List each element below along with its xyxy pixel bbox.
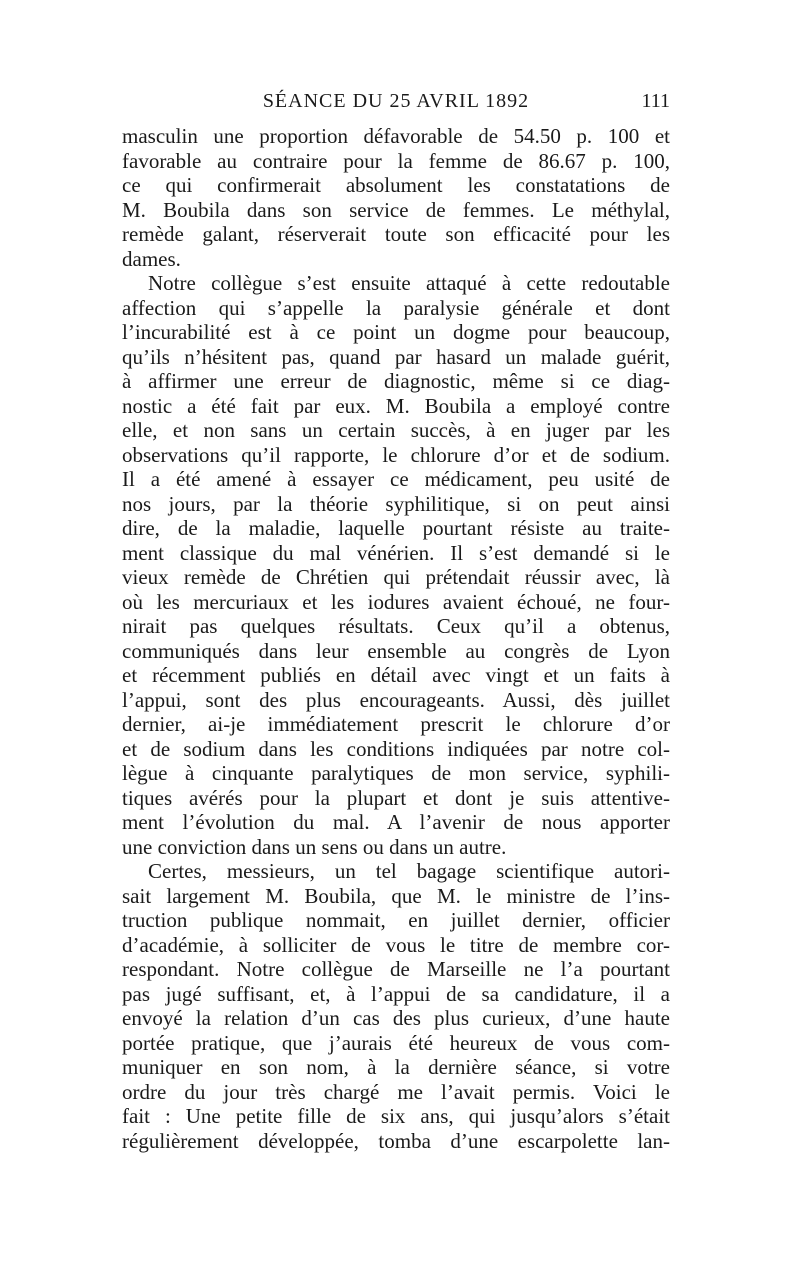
text-line: à affirmer une erreur de diagnostic, même si ce diag- xyxy=(122,369,670,393)
text-line: une conviction dans un sens ou dans un autre. xyxy=(122,834,507,859)
text-line: sait largement M. Boubila, que M. le ministre de l’ins- xyxy=(122,883,670,908)
running-head xyxy=(122,90,670,118)
text-line: dire, de la maladie, laquelle pourtant résiste au traite- xyxy=(122,516,670,540)
text-line: d’académie, à solliciter de vous le titre de membre cor- xyxy=(122,932,670,957)
text-line: l’appui, sont des plus encourageants. Aussi, dès juillet xyxy=(122,687,670,712)
text-line: ce qui confirmerait absolument les constatations de xyxy=(122,173,670,197)
text-line: tiques avérés pour la plupart et dont je suis attentive- xyxy=(122,785,670,810)
text-line: communiqués dans leur ensemble au congrès de Lyon xyxy=(122,638,670,663)
text-line: Il a été amené à essayer ce médicament, peu usité de xyxy=(122,467,670,491)
text-line: et de sodium dans les conditions indiquées par notre col- xyxy=(122,736,670,761)
text-line: portée pratique, que j’aurais été heureux de vous com- xyxy=(122,1030,670,1055)
text-line: favorable au contraire pour la femme de 86.67 p. 100, xyxy=(122,148,670,173)
text-line: remède galant, réserverait toute son efficacité pour les xyxy=(122,222,670,246)
page-number: 111 xyxy=(641,90,670,112)
text-line: pas jugé suffisant, et, à l’appui de sa candidature, il a xyxy=(122,981,670,1006)
text-line: respondant. Notre collègue de Marseille ne l’a pourtant xyxy=(122,957,670,981)
text-line: Certes, messieurs, un tel bagage scientifique autori- xyxy=(148,859,670,883)
text-line: qu’ils n’hésitent pas, quand par hasard un malade guérit, xyxy=(122,344,670,369)
text-line: où les mercuriaux et les iodures avaient échoué, ne four- xyxy=(122,589,670,614)
text-line: l’incurabilité est à ce point un dogme pour beaucoup, xyxy=(122,320,670,344)
text-line: envoyé la relation d’un cas des plus curieux, d’une haute xyxy=(122,1006,670,1030)
running-title: SÉANCE DU 25 AVRIL 1892 xyxy=(262,90,530,112)
text-line: régulièrement développée, tomba d’une escarpolette lan- xyxy=(122,1128,670,1153)
text-line: fait : Une petite fille de six ans, qui jusqu’alors s’était xyxy=(122,1104,670,1128)
text-line: Notre collègue s’est ensuite attaqué à cette redoutable xyxy=(148,271,670,295)
text-line: muniquer en son nom, à la dernière séance, si votre xyxy=(122,1055,670,1079)
text-line: nirait pas quelques résultats. Ceux qu’il a obtenus, xyxy=(122,614,670,638)
text-line: M. Boubila dans son service de femmes. Le méthylal, xyxy=(122,197,670,222)
text-line: observations qu’il rapporte, le chlorure d’or et de sodium. xyxy=(122,442,670,467)
text-line: vieux remède de Chrétien qui prétendait réussir avec, là xyxy=(122,565,670,589)
text-line: dames. xyxy=(122,246,181,271)
text-line: ment l’évolution du mal. A l’avenir de nous apporter xyxy=(122,810,670,834)
text-line: lègue à cinquante paralytiques de mon service, syphili- xyxy=(122,761,670,785)
text-line: masculin une proportion défavorable de 54.50 p. 100 et xyxy=(122,124,670,148)
text-line: elle, et non sans un certain succès, à en juger par les xyxy=(122,418,670,442)
text-line: et récemment publiés en détail avec vingt et un faits à xyxy=(122,663,670,687)
body-text xyxy=(122,124,670,1153)
text-line: affection qui s’appelle la paralysie générale et dont xyxy=(122,295,670,320)
text-line: ment classique du mal vénérien. Il s’est demandé si le xyxy=(122,540,670,565)
text-line: dernier, ai-je immédiatement prescrit le chlorure d’or xyxy=(122,712,670,736)
text-line: ordre du jour très chargé me l’avait permis. Voici le xyxy=(122,1079,670,1104)
text-line: nostic a été fait par eux. M. Boubila a employé contre xyxy=(122,393,670,418)
text-line: nos jours, par la théorie syphilitique, si on peut ainsi xyxy=(122,491,670,516)
text-line: truction publique nommait, en juillet dernier, officier xyxy=(122,908,670,932)
